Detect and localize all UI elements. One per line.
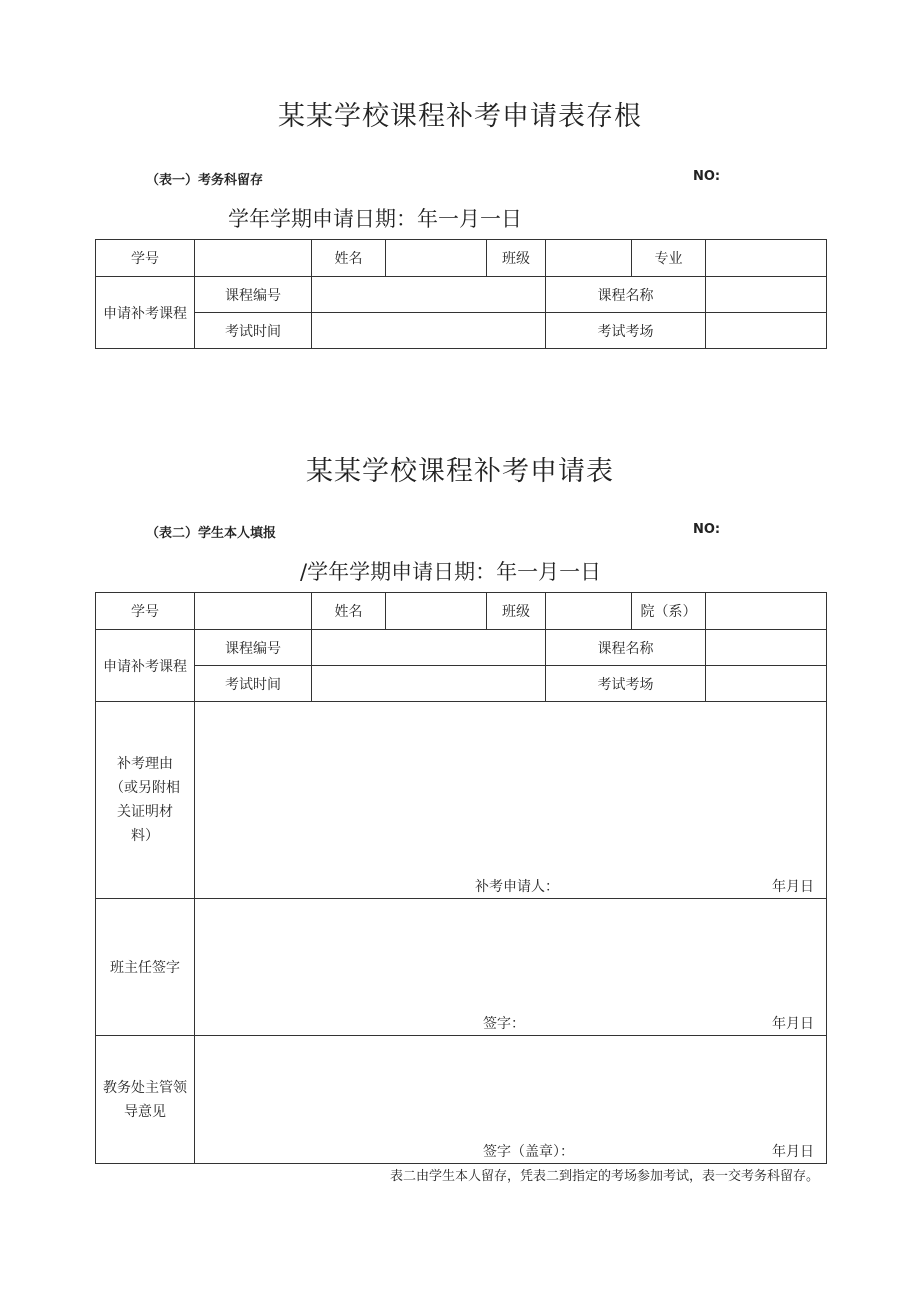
course-name-field[interactable] bbox=[706, 277, 827, 313]
applicant-date: 年月日 bbox=[772, 879, 814, 895]
footnote: 表二由学生本人留存，凭表二到指定的考场参加考试，表一交考务科留存。 bbox=[389, 1169, 819, 1184]
leader-opinion-field[interactable] bbox=[195, 1036, 827, 1164]
exam-time-field[interactable] bbox=[312, 666, 546, 702]
exam-time-label: 考试时间 bbox=[195, 313, 312, 349]
name-field[interactable] bbox=[386, 593, 487, 630]
class-label: 班级 bbox=[487, 240, 546, 277]
leader-line: 教务处主管领 bbox=[103, 1079, 187, 1096]
form2-subtitle: （表二）学生本人填报 bbox=[146, 526, 277, 541]
form1-table bbox=[95, 239, 827, 349]
exam-room-field[interactable] bbox=[706, 313, 827, 349]
course-code-label: 课程编号 bbox=[195, 277, 312, 313]
form1-date-line: 学年学期申请日期：年一月一日 bbox=[228, 207, 522, 231]
form2-title: 某某学校课程补考申请表 bbox=[306, 456, 614, 487]
teacher-sign-field[interactable] bbox=[195, 899, 827, 1036]
name-field[interactable] bbox=[386, 240, 487, 277]
course-code-field[interactable] bbox=[312, 630, 546, 666]
reason-line: 料） bbox=[131, 828, 159, 844]
course-name-field[interactable] bbox=[706, 630, 827, 666]
form2-no-label: NO: bbox=[693, 522, 721, 537]
course-name-label: 课程名称 bbox=[546, 630, 706, 666]
dept-field[interactable] bbox=[706, 593, 827, 630]
student-id-field[interactable] bbox=[195, 593, 312, 630]
reason-field[interactable] bbox=[195, 702, 827, 899]
exam-room-label: 考试考场 bbox=[546, 666, 706, 702]
name-label: 姓名 bbox=[312, 240, 386, 277]
course-code-field[interactable] bbox=[312, 277, 546, 313]
student-id-label: 学号 bbox=[96, 593, 195, 630]
reason-line: 关证明材 bbox=[117, 804, 173, 820]
class-field[interactable] bbox=[546, 593, 632, 630]
teacher-date: 年月日 bbox=[772, 1016, 814, 1032]
form2-table bbox=[95, 592, 827, 1164]
student-id-field[interactable] bbox=[195, 240, 312, 277]
major-field[interactable] bbox=[706, 240, 827, 277]
course-code-label: 课程编号 bbox=[195, 630, 312, 666]
reason-line: （或另附相 bbox=[110, 780, 180, 796]
exam-room-label: 考试考场 bbox=[546, 313, 706, 349]
apply-course-label: 申请补考课程 bbox=[96, 630, 195, 702]
leader-date: 年月日 bbox=[772, 1144, 814, 1160]
reason-label bbox=[96, 702, 195, 899]
exam-room-field[interactable] bbox=[706, 666, 827, 702]
seal-sign-label: 签字（盖章）： bbox=[483, 1144, 574, 1160]
course-name-label: 课程名称 bbox=[546, 277, 706, 313]
applicant-sign-label: 补考申请人： bbox=[475, 879, 559, 895]
apply-course-label: 申请补考课程 bbox=[96, 277, 195, 349]
major-label: 专业 bbox=[632, 240, 706, 277]
teacher-sign-label: 班主任签字 bbox=[96, 899, 195, 1036]
exam-time-field[interactable] bbox=[312, 313, 546, 349]
dept-label: 院（系） bbox=[632, 593, 706, 630]
class-label: 班级 bbox=[487, 593, 546, 630]
form1-subtitle: （表一）考务科留存 bbox=[146, 173, 264, 188]
class-field[interactable] bbox=[546, 240, 632, 277]
exam-time-label: 考试时间 bbox=[195, 666, 312, 702]
student-id-label: 学号 bbox=[96, 240, 195, 277]
form1-title: 某某学校课程补考申请表存根 bbox=[278, 101, 642, 132]
sign-label: 签字： bbox=[483, 1016, 525, 1032]
leader-opinion-label bbox=[96, 1036, 195, 1164]
form1-no-label: NO: bbox=[693, 169, 721, 184]
name-label: 姓名 bbox=[312, 593, 386, 630]
reason-line: 补考理由 bbox=[117, 756, 173, 772]
leader-line: 导意见 bbox=[124, 1103, 166, 1120]
form2-date-line: /学年学期申请日期：年一月一日 bbox=[300, 560, 602, 584]
